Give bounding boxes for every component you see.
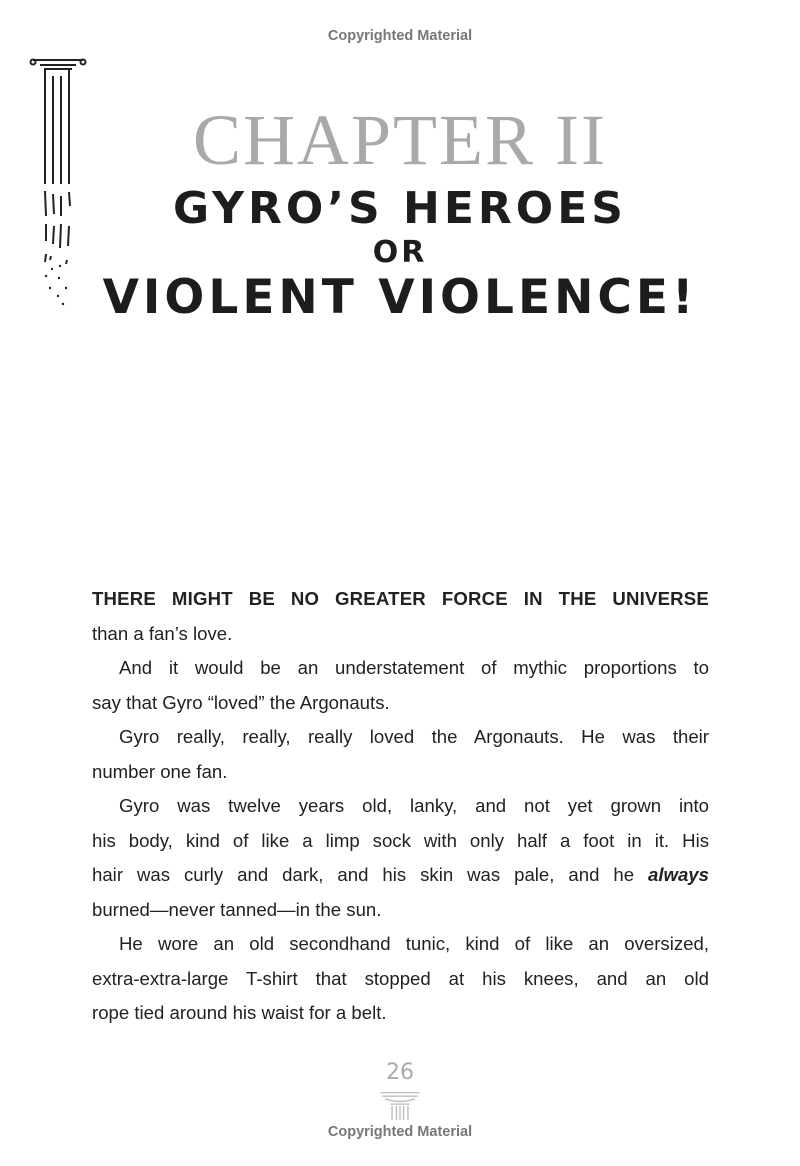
chapter-number: CHAPTER II [193, 100, 607, 180]
text-line: He wore an old secondhand tunic, kind of like an oversized, [119, 933, 709, 954]
text-line-part: hair was curly and dark, and his skin was pale, and he [92, 864, 635, 885]
emphasized-word: always [648, 864, 709, 885]
column-capital-icon [377, 1090, 423, 1120]
text-line: number one fan. [92, 760, 228, 782]
text-line: say that Gyro “loved” the Argonauts. [92, 691, 390, 713]
copyright-footer: Copyrighted Material [327, 1124, 473, 1140]
page-number: 26 [386, 1060, 414, 1085]
text-line: his body, kind of like a limp sock with only half a foot in it. His [92, 829, 709, 851]
copyright-header: Copyrighted Material [327, 28, 473, 44]
lead-in-line: THERE MIGHT BE NO GREATER FORCE IN THE UNIVERSE [92, 588, 709, 609]
chapter-title-line-2: OR [372, 235, 428, 270]
text-line: rope tied around his waist for a belt. [92, 1002, 387, 1023]
text-line: extra-extra-large T-shirt that stopped at his knees, and an old [92, 967, 709, 989]
text-line: Gyro really, really, really loved the Argonauts. He was their [119, 726, 709, 747]
text-line: Gyro was twelve years old, lanky, and not yet grown into [119, 795, 709, 816]
chapter-title-line-1: GYRO’S HEROES [173, 183, 627, 234]
chapter-title-line-3: VIOLENT VIOLENCE! [102, 270, 698, 325]
text-line: And it would be an understatement of mythic proportions to [119, 657, 709, 678]
chapter-body-text [92, 582, 709, 1031]
text-line [92, 858, 709, 893]
text-line: than a fan’s love. [92, 622, 233, 644]
text-line: burned—never tanned—in the sun. [92, 898, 382, 920]
